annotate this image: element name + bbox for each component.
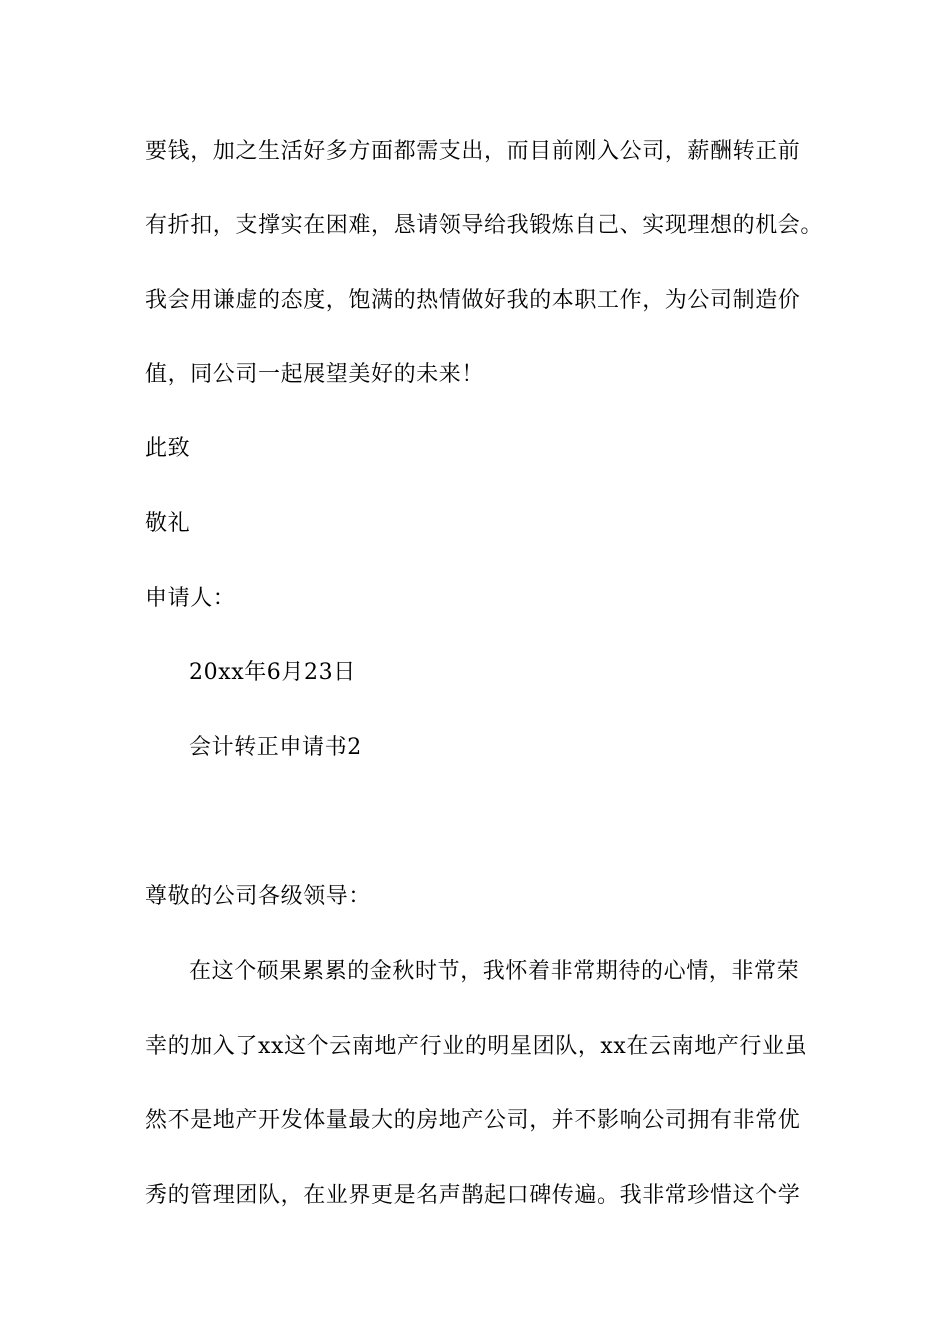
paragraph-line: 我会用谦虚的态度，饱满的热情做好我的本职工作，为公司制造价 (145, 288, 801, 313)
paragraph-line: 在这个硕果累累的金秋时节，我怀着非常期待的心情，非常荣 (189, 959, 800, 984)
closing-respect: 敬礼 (145, 511, 191, 536)
applicant-label: 申请人： (145, 586, 236, 611)
paragraph-line: 值，同公司一起展望美好的未来！ (145, 362, 485, 387)
paragraph-line: 要钱，加之生活好多方面都需支出，而目前刚入公司，薪酬转正前 (145, 139, 801, 164)
section-title: 会计转正申请书2 (189, 735, 362, 760)
date-text: 20xx年6月23日 (189, 660, 356, 685)
paragraph-line: 幸的加入了xx这个云南地产行业的明星团队，xx在云南地产行业虽 (145, 1034, 808, 1059)
paragraph-line: 秀的管理团队，在业界更是名声鹊起口碑传遍。我非常珍惜这个学 (145, 1183, 801, 1208)
paragraph-line: 有折扣，支撑实在困难，恳请领导给我锻炼自己、实现理想的机会。 (145, 213, 824, 238)
closing-greeting: 此致 (145, 436, 191, 461)
salutation: 尊敬的公司各级领导： (145, 884, 372, 909)
paragraph-line: 然不是地产开发体量最大的房地产公司，并不影响公司拥有非常优 (145, 1108, 801, 1133)
